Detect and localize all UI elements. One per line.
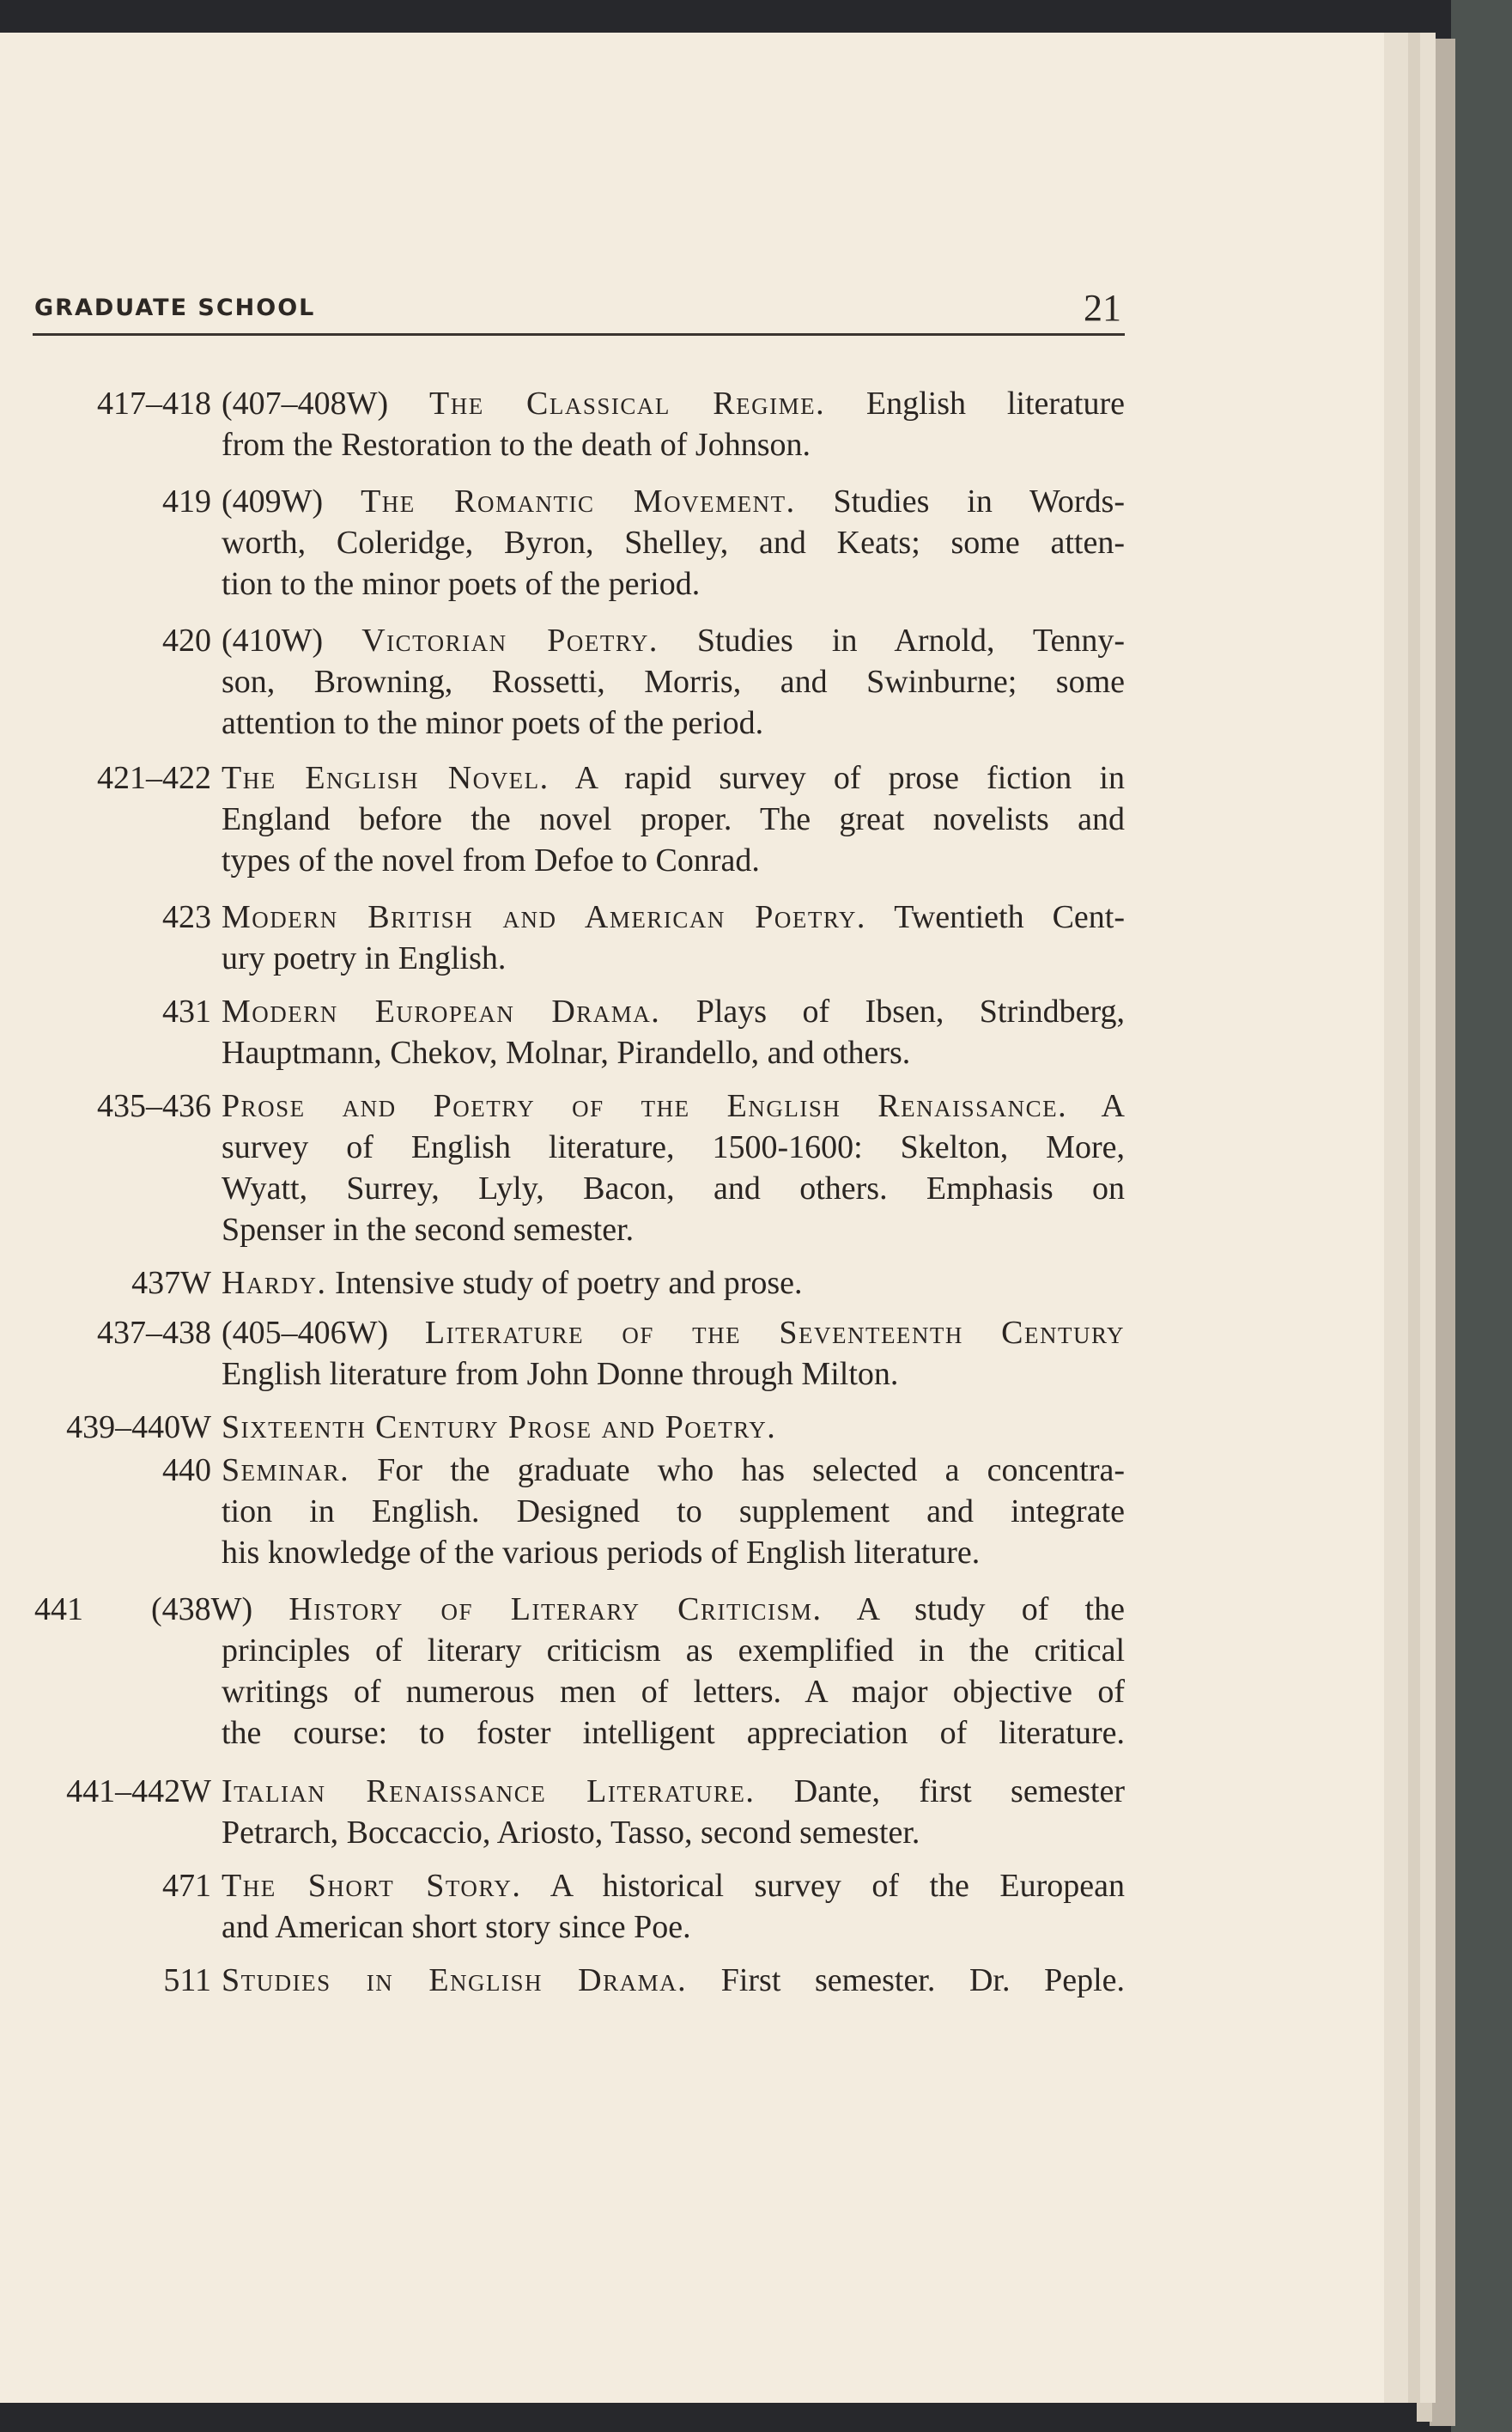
course-title: Victorian Poetry.	[361, 623, 659, 659]
course-description-line: Petrarch, Boccaccio, Ariosto, Tasso, second semester.	[222, 1815, 920, 1851]
course-cross-listing: (409W)	[222, 483, 361, 520]
course-description: English literature	[825, 386, 1125, 422]
course-description: Plays of Ibsen, Strindberg,	[660, 994, 1125, 1030]
header-rule	[33, 333, 1125, 336]
course-description-line: ury poetry in English.	[222, 940, 507, 976]
course-first-line	[222, 481, 1125, 522]
course-description-line: English literature from John Donne through Milton.	[222, 1356, 899, 1392]
course-first-line	[222, 1865, 1125, 1906]
course-title: Modern British and American Poetry.	[222, 899, 866, 935]
course-title: Studies in English Drama.	[222, 1962, 688, 1998]
course-title: History of Literary Criticism.	[288, 1591, 823, 1627]
course-first-line	[222, 1407, 1125, 1448]
course-first-line	[222, 991, 1125, 1032]
course-number: 441–442W	[66, 1773, 211, 1809]
course-cross-listing: (405–406W)	[222, 1315, 425, 1351]
course-title: The Short Story.	[222, 1868, 522, 1904]
course-first-line	[222, 1450, 1125, 1491]
course-description-line: attention to the minor poets of the period.	[222, 705, 764, 741]
course-title: The English Novel.	[222, 760, 550, 796]
course-first-line	[222, 1312, 1125, 1353]
course-first-line	[222, 1262, 1125, 1304]
course-number: 437W	[131, 1265, 211, 1301]
course-description: A	[1067, 1088, 1125, 1124]
course-number: 435–436	[97, 1088, 211, 1124]
course-number: 437–438	[97, 1315, 211, 1351]
course-title: Italian Renaissance Literature.	[222, 1773, 756, 1809]
course-number: 420	[162, 623, 211, 659]
course-number: 419	[162, 483, 211, 520]
course-description: Twentieth Cent-	[865, 899, 1125, 935]
course-number: 441	[34, 1591, 83, 1627]
course-description-line: tion in English. Designed to supplement and integrate	[222, 1493, 1125, 1529]
course-description: For the graduate who has selected a concentra-	[349, 1452, 1125, 1488]
page-number: 21	[1084, 287, 1121, 329]
course-number: 423	[162, 899, 211, 935]
course-description-line: tion to the minor poets of the period.	[222, 566, 701, 602]
course-number: 431	[162, 994, 211, 1030]
course-description-line: Wyatt, Surrey, Lyly, Bacon, and others. Emphasis on	[222, 1170, 1125, 1207]
course-title: The Romantic Movement.	[361, 483, 796, 520]
course-number: 421–422	[97, 760, 211, 796]
course-description-line: son, Browning, Rossetti, Morris, and Swinburne; some	[222, 664, 1125, 700]
course-description-line: England before the novel proper. The great novelists and	[222, 801, 1125, 837]
course-description-line: worth, Coleridge, Byron, Shelley, and Keats; some atten-	[222, 525, 1125, 561]
course-title: Sixteenth Century Prose and Poetry.	[222, 1409, 777, 1445]
course-description-line: the course: to foster intelligent appreciation of literature.	[222, 1715, 1125, 1751]
course-first-line	[222, 1771, 1125, 1812]
course-description-line: writings of numerous men of letters. A major objective of	[222, 1674, 1125, 1710]
course-first-line	[222, 620, 1125, 661]
course-cross-listing: (410W)	[222, 623, 362, 659]
course-title: Modern European Drama.	[222, 994, 661, 1030]
course-first-line	[222, 897, 1125, 938]
course-title: Literature of the Seventeenth Century	[424, 1315, 1125, 1351]
course-description: Studies in Arnold, Tenny-	[658, 623, 1125, 659]
course-description: A historical survey of the European	[521, 1868, 1126, 1904]
course-description: A study of the	[822, 1591, 1125, 1627]
course-first-line	[222, 1960, 1125, 2001]
course-number: 417–418	[97, 386, 211, 422]
course-description-line: and American short story since Poe.	[222, 1909, 691, 1945]
course-first-line	[222, 757, 1125, 799]
course-description-line: types of the novel from Defoe to Conrad.	[222, 842, 760, 879]
course-first-line	[222, 1085, 1125, 1127]
course-number: 511	[163, 1962, 211, 1998]
course-description-line: principles of literary criticism as exemplified in the critical	[222, 1632, 1125, 1669]
course-number: 471	[162, 1868, 211, 1904]
course-description: Dante, first semester	[755, 1773, 1125, 1809]
course-description: Intensive study of poetry and prose.	[326, 1265, 803, 1301]
course-number: 439–440W	[66, 1409, 211, 1445]
course-title: Hardy.	[222, 1265, 327, 1301]
course-first-line	[151, 1589, 1125, 1630]
course-title: Prose and Poetry of the English Renaissance.	[222, 1088, 1068, 1124]
running-head: GRADUATE SCHOOL	[34, 295, 316, 321]
course-description-line: Hauptmann, Chekov, Molnar, Pirandello, and others.	[222, 1035, 911, 1071]
course-title: The Classical Regime.	[429, 386, 826, 422]
course-first-line	[222, 383, 1125, 424]
course-cross-listing: (407–408W)	[222, 386, 430, 422]
course-description-line: from the Restoration to the death of Johnson.	[222, 427, 811, 463]
course-description-line: Spenser in the second semester.	[222, 1212, 635, 1248]
course-cross-listing: (438W)	[151, 1591, 289, 1627]
course-number: 440	[162, 1452, 211, 1488]
course-description-line: survey of English literature, 1500-1600: Skelton, More,	[222, 1129, 1125, 1165]
course-description: First semester. Dr. Peple.	[687, 1962, 1126, 1998]
course-description-line: his knowledge of the various periods of English literature.	[222, 1535, 981, 1571]
course-description: A rapid survey of prose fiction in	[549, 760, 1125, 796]
course-description: Studies in Words-	[795, 483, 1125, 520]
course-title: Seminar.	[222, 1452, 350, 1488]
